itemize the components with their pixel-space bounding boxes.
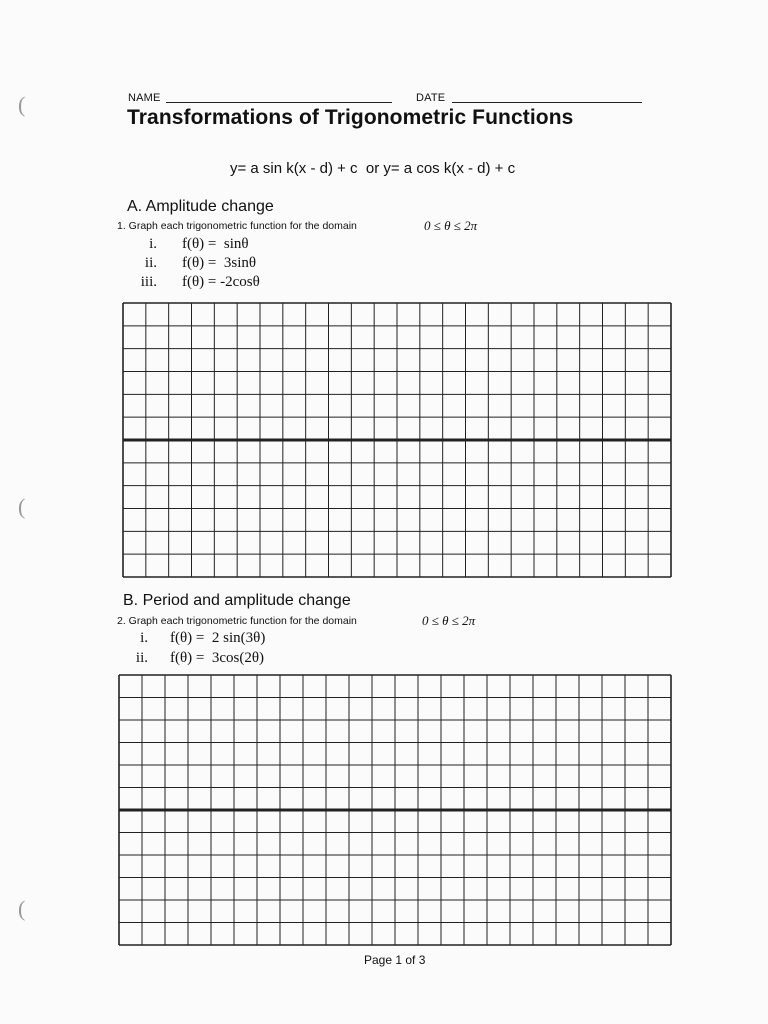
graph-grid-b[interactable]	[118, 674, 672, 946]
page-title: Transformations of Trigonometric Functions	[127, 106, 574, 129]
name-field[interactable]	[166, 102, 392, 103]
margin-mark: (	[18, 896, 26, 921]
function-item: f(θ) = 3sinθ	[182, 255, 257, 271]
general-formula: y= a sin k(x - d) + c or y= a cos k(x - d) + c	[230, 160, 516, 177]
section-a-heading: A. Amplitude change	[127, 198, 274, 215]
item-numeral: ii.	[135, 650, 148, 666]
section-a-domain: 0 ≤ θ ≤ 2π	[424, 218, 478, 233]
graph-grid-a[interactable]	[122, 302, 672, 578]
date-label: DATE	[416, 92, 446, 104]
margin-mark: (	[18, 494, 26, 519]
item-numeral: ii.	[144, 255, 157, 271]
section-b-heading: B. Period and amplitude change	[123, 592, 351, 609]
item-numeral: iii.	[140, 274, 157, 290]
page-footer: Page 1 of 3	[364, 953, 426, 967]
function-item: f(θ) = sinθ	[182, 236, 249, 252]
item-numeral: i.	[140, 630, 148, 646]
function-item: f(θ) = -2cosθ	[182, 274, 260, 290]
date-field[interactable]	[452, 102, 642, 103]
function-item: f(θ) = 3cos(2θ)	[170, 650, 265, 666]
name-label: NAME	[128, 92, 161, 104]
function-item: f(θ) = 2 sin(3θ)	[170, 630, 266, 646]
section-b-instruction: 2. Graph each trigonometric function for the domain	[117, 615, 357, 627]
section-b-domain: 0 ≤ θ ≤ 2π	[422, 613, 476, 628]
margin-mark: (	[18, 92, 26, 117]
section-a-instruction: 1. Graph each trigonometric function for the domain	[117, 220, 357, 232]
item-numeral: i.	[149, 236, 157, 252]
